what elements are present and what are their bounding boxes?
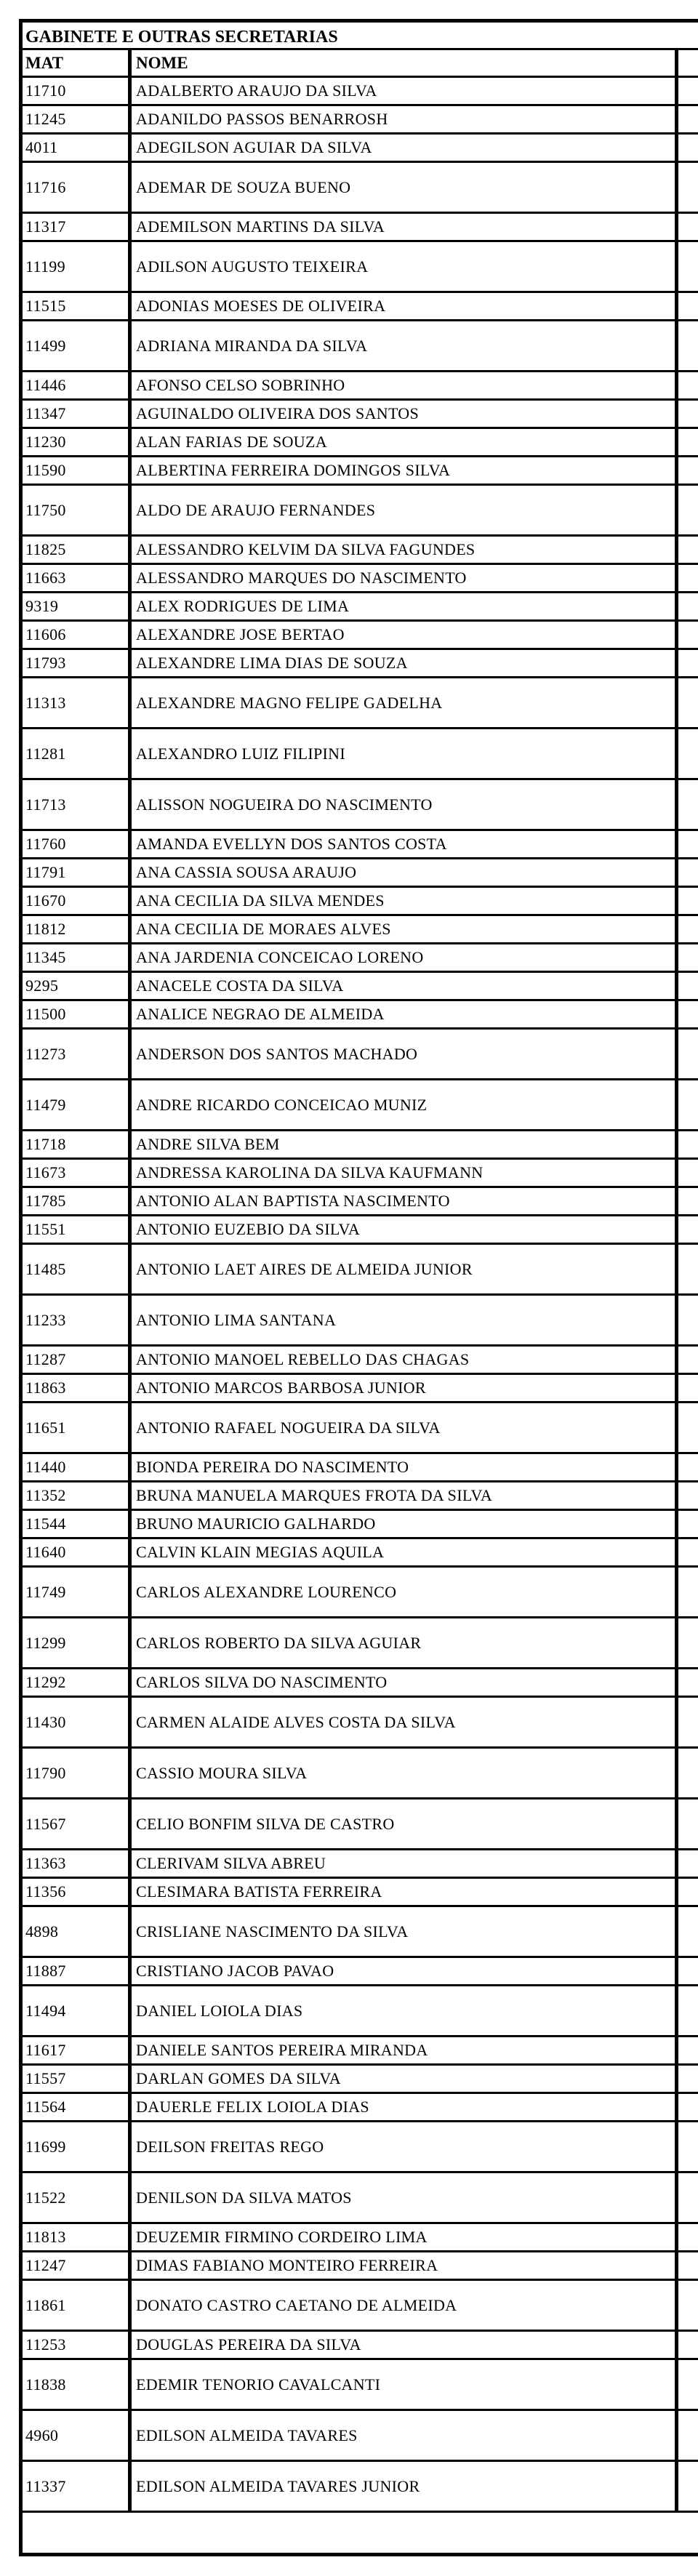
table-row — [23, 1511, 698, 1539]
column-header-cut-off — [678, 50, 698, 76]
cut-off-cell — [678, 163, 698, 212]
mat-cell: 11887 — [23, 1958, 132, 1984]
nome-cell: DONATO CASTRO CAETANO DE ALMEIDA — [132, 2281, 678, 2330]
mat-cell: 11838 — [23, 2360, 132, 2409]
cut-off-cell — [678, 372, 698, 398]
table-row — [23, 2122, 698, 2173]
mat-cell: 11499 — [23, 321, 132, 370]
mat-cell: 11337 — [23, 2462, 132, 2511]
mat-cell: 11606 — [23, 622, 132, 648]
mat-cell: 11663 — [23, 565, 132, 591]
mat-cell: 11292 — [23, 1669, 132, 1696]
table-row — [23, 1188, 698, 1216]
nome-cell: ALEXANDRE MAGNO FELIPE GADELHA — [132, 678, 678, 727]
table-row — [23, 1001, 698, 1030]
cut-off-cell — [678, 2037, 698, 2063]
mat-cell: 11640 — [23, 1539, 132, 1565]
cut-off-cell — [678, 1907, 698, 1956]
cut-off-cell — [678, 1482, 698, 1509]
mat-cell: 11617 — [23, 2037, 132, 2063]
nome-cell: ANTONIO LAET AIRES DE ALMEIDA JUNIOR — [132, 1245, 678, 1293]
table-row — [23, 1749, 698, 1799]
cut-off-cell — [678, 1850, 698, 1877]
table-row — [23, 372, 698, 401]
nome-cell: DANIELE SANTOS PEREIRA MIRANDA — [132, 2037, 678, 2063]
table-row — [23, 537, 698, 565]
cut-off-cell — [678, 1245, 698, 1293]
cut-off-cell — [678, 1698, 698, 1746]
nome-cell: ALEXANDRO LUIZ FILIPINI — [132, 729, 678, 778]
table-row — [23, 859, 698, 888]
table-row — [23, 2224, 698, 2252]
nome-cell: ADEGILSON AGUIAR DA SILVA — [132, 135, 678, 161]
nome-cell: ANACELE COSTA DA SILVA — [132, 973, 678, 999]
nome-cell: CALVIN KLAIN MEGIAS AQUILA — [132, 1539, 678, 1565]
cut-off-cell — [678, 135, 698, 161]
table-row — [23, 401, 698, 429]
table-row — [23, 1539, 698, 1568]
mat-cell: 11363 — [23, 1850, 132, 1877]
cut-off-cell — [678, 401, 698, 427]
nome-cell: DENILSON DA SILVA MATOS — [132, 2173, 678, 2222]
table-row — [23, 831, 698, 859]
table-row — [23, 486, 698, 537]
mat-cell: 11500 — [23, 1001, 132, 1027]
mat-cell: 11710 — [23, 78, 132, 104]
cut-off-cell — [678, 1131, 698, 1157]
nome-cell: EDILSON ALMEIDA TAVARES JUNIOR — [132, 2462, 678, 2511]
mat-cell: 11713 — [23, 780, 132, 829]
cut-off-cell — [678, 565, 698, 591]
table-row — [23, 565, 698, 593]
cut-off-cell — [678, 1749, 698, 1797]
mat-cell: 11716 — [23, 163, 132, 212]
table-row — [23, 242, 698, 293]
mat-cell: 11718 — [23, 1131, 132, 1157]
nome-cell: DAUERLE FELIX LOIOLA DIAS — [132, 2094, 678, 2120]
table-row — [23, 163, 698, 214]
table-row — [23, 2094, 698, 2122]
nome-cell: ALEXANDRE LIMA DIAS DE SOUZA — [132, 650, 678, 676]
mat-cell: 11760 — [23, 831, 132, 857]
cut-off-cell — [678, 622, 698, 648]
table-row — [23, 1958, 698, 1986]
nome-cell: DIMAS FABIANO MONTEIRO FERREIRA — [132, 2252, 678, 2279]
table-row — [23, 650, 698, 678]
table-row — [23, 429, 698, 457]
nome-cell: ADRIANA MIRANDA DA SILVA — [132, 321, 678, 370]
mat-cell: 11861 — [23, 2281, 132, 2330]
mat-cell: 11199 — [23, 242, 132, 291]
cut-off-cell — [678, 457, 698, 483]
mat-cell: 11791 — [23, 859, 132, 886]
mat-cell: 11440 — [23, 1454, 132, 1480]
nome-cell: ANALICE NEGRAO DE ALMEIDA — [132, 1001, 678, 1027]
cut-off-cell — [678, 321, 698, 370]
mat-cell: 11812 — [23, 916, 132, 942]
cut-off-cell — [678, 242, 698, 291]
cut-off-cell — [678, 537, 698, 563]
table-row — [23, 2462, 698, 2513]
table-row — [23, 293, 698, 321]
table-row — [23, 1482, 698, 1511]
nome-cell: ANTONIO EUZEBIO DA SILVA — [132, 1216, 678, 1243]
nome-cell: ADEMAR DE SOUZA BUENO — [132, 163, 678, 212]
cut-off-cell — [678, 2252, 698, 2279]
nome-cell: ANTONIO LIMA SANTANA — [132, 1296, 678, 1344]
mat-cell: 11825 — [23, 537, 132, 563]
mat-cell: 11522 — [23, 2173, 132, 2222]
table-row — [23, 1698, 698, 1749]
nome-cell: EDEMIR TENORIO CAVALCANTI — [132, 2360, 678, 2409]
table-row — [23, 678, 698, 729]
mat-cell: 11793 — [23, 650, 132, 676]
nome-cell: ADONIAS MOESES DE OLIVEIRA — [132, 293, 678, 319]
cut-off-cell — [678, 429, 698, 455]
mat-cell: 11253 — [23, 2332, 132, 2358]
nome-cell: ALDO DE ARAUJO FERNANDES — [132, 486, 678, 534]
mat-cell: 11273 — [23, 1030, 132, 1078]
nome-cell: DANIEL LOIOLA DIAS — [132, 1986, 678, 2035]
table-row — [23, 135, 698, 163]
cut-off-cell — [678, 2360, 698, 2409]
cut-off-cell — [678, 293, 698, 319]
table-row — [23, 2332, 698, 2360]
nome-cell: AGUINALDO OLIVEIRA DOS SANTOS — [132, 401, 678, 427]
mat-cell: 11670 — [23, 888, 132, 914]
nome-cell: CARLOS ALEXANDRE LOURENCO — [132, 1568, 678, 1616]
cut-off-cell — [678, 1296, 698, 1344]
mat-cell: 11673 — [23, 1160, 132, 1186]
table-row — [23, 2252, 698, 2281]
cut-off-cell — [678, 650, 698, 676]
mat-cell: 11446 — [23, 372, 132, 398]
table-row — [23, 106, 698, 135]
table-row — [23, 2037, 698, 2066]
table-row — [23, 1669, 698, 1698]
nome-cell: ALEX RODRIGUES DE LIMA — [132, 593, 678, 619]
cut-off-cell — [678, 1958, 698, 1984]
table-row — [23, 1454, 698, 1482]
mat-cell: 11245 — [23, 106, 132, 132]
mat-cell: 11590 — [23, 457, 132, 483]
nome-cell: AFONSO CELSO SOBRINHO — [132, 372, 678, 398]
cut-off-cell — [678, 2411, 698, 2460]
nome-cell: BRUNO MAURICIO GALHARDO — [132, 1511, 678, 1537]
mat-cell: 11287 — [23, 1347, 132, 1373]
mat-cell: 4898 — [23, 1907, 132, 1956]
mat-cell: 11313 — [23, 678, 132, 727]
nome-cell: ANA CECILIA DE MORAES ALVES — [132, 916, 678, 942]
nome-cell: AMANDA EVELLYN DOS SANTOS COSTA — [132, 831, 678, 857]
nome-cell: BIONDA PEREIRA DO NASCIMENTO — [132, 1454, 678, 1480]
cut-off-cell — [678, 1347, 698, 1373]
mat-cell: 11230 — [23, 429, 132, 455]
table-row — [23, 2281, 698, 2332]
nome-cell: BRUNA MANUELA MARQUES FROTA DA SILVA — [132, 1482, 678, 1509]
table-row — [23, 214, 698, 242]
mat-cell: 11699 — [23, 2122, 132, 2171]
nome-cell: ANA CASSIA SOUSA ARAUJO — [132, 859, 678, 886]
cut-off-cell — [678, 486, 698, 534]
table-row — [23, 888, 698, 916]
nome-cell: CARLOS SILVA DO NASCIMENTO — [132, 1669, 678, 1696]
table-row — [23, 916, 698, 944]
mat-cell: 11750 — [23, 486, 132, 534]
nome-cell: ALESSANDRO KELVIM DA SILVA FAGUNDES — [132, 537, 678, 563]
nome-cell: CLERIVAM SILVA ABREU — [132, 1850, 678, 1877]
cut-off-cell — [678, 2122, 698, 2171]
nome-cell: CARMEN ALAIDE ALVES COSTA DA SILVA — [132, 1698, 678, 1746]
table-row — [23, 780, 698, 831]
cut-off-cell — [678, 78, 698, 104]
nome-cell: DEILSON FREITAS REGO — [132, 2122, 678, 2171]
cut-off-cell — [678, 2173, 698, 2222]
nome-cell: CLESIMARA BATISTA FERREIRA — [132, 1879, 678, 1905]
mat-cell: 11299 — [23, 1618, 132, 1667]
nome-cell: ALAN FARIAS DE SOUZA — [132, 429, 678, 455]
table-row — [23, 1296, 698, 1347]
mat-cell: 11430 — [23, 1698, 132, 1746]
nome-cell: ANTONIO ALAN BAPTISTA NASCIMENTO — [132, 1188, 678, 1214]
mat-cell: 11347 — [23, 401, 132, 427]
table-row — [23, 2066, 698, 2094]
cut-off-cell — [678, 1030, 698, 1078]
cut-off-cell — [678, 1669, 698, 1696]
cut-off-cell — [678, 888, 698, 914]
mat-cell: 11651 — [23, 1403, 132, 1452]
column-header-nome: NOME — [132, 50, 678, 76]
cut-off-cell — [678, 973, 698, 999]
table-row — [23, 1347, 698, 1375]
cut-off-cell — [678, 1375, 698, 1401]
cut-off-cell — [678, 2224, 698, 2250]
table-row — [23, 593, 698, 622]
mat-cell: 11281 — [23, 729, 132, 778]
nome-cell: ALISSON NOGUEIRA DO NASCIMENTO — [132, 780, 678, 829]
cut-off-cell — [678, 1799, 698, 1848]
cut-off-cell — [678, 106, 698, 132]
nome-cell: ANDERSON DOS SANTOS MACHADO — [132, 1030, 678, 1078]
mat-cell: 4011 — [23, 135, 132, 161]
cut-off-cell — [678, 1160, 698, 1186]
mat-cell: 11863 — [23, 1375, 132, 1401]
mat-cell: 11790 — [23, 1749, 132, 1797]
mat-cell: 11544 — [23, 1511, 132, 1537]
table-row — [23, 1245, 698, 1296]
table-row — [23, 1850, 698, 1879]
cut-off-cell — [678, 1986, 698, 2035]
mat-cell: 11352 — [23, 1482, 132, 1509]
cut-off-cell — [678, 593, 698, 619]
mat-cell: 9319 — [23, 593, 132, 619]
nome-cell: ANA JARDENIA CONCEICAO LORENO — [132, 944, 678, 971]
cut-off-cell — [678, 2332, 698, 2358]
nome-cell: ANTONIO MARCOS BARBOSA JUNIOR — [132, 1375, 678, 1401]
table-row — [23, 1160, 698, 1188]
table-row — [23, 1403, 698, 1454]
nome-cell: DOUGLAS PEREIRA DA SILVA — [132, 2332, 678, 2358]
nome-cell: CRISLIANE NASCIMENTO DA SILVA — [132, 1907, 678, 1956]
cut-off-cell — [678, 831, 698, 857]
nome-cell: ANTONIO MANOEL REBELLO DAS CHAGAS — [132, 1347, 678, 1373]
mat-cell: 11785 — [23, 1188, 132, 1214]
cut-off-cell — [678, 678, 698, 727]
mat-cell: 11557 — [23, 2066, 132, 2092]
mat-cell: 11479 — [23, 1080, 132, 1129]
mat-cell: 11494 — [23, 1986, 132, 2035]
cut-off-cell — [678, 1454, 698, 1480]
mat-cell: 11485 — [23, 1245, 132, 1293]
mat-cell: 11564 — [23, 2094, 132, 2120]
table-row — [23, 622, 698, 650]
table-row — [23, 321, 698, 372]
table-row — [23, 944, 698, 973]
mat-cell: 4960 — [23, 2411, 132, 2460]
nome-cell: ANTONIO RAFAEL NOGUEIRA DA SILVA — [132, 1403, 678, 1452]
nome-cell: CASSIO MOURA SILVA — [132, 1749, 678, 1797]
section-title: GABINETE E OUTRAS SECRETARIAS — [23, 23, 698, 50]
cut-off-cell — [678, 1001, 698, 1027]
cut-off-cell — [678, 2066, 698, 2092]
table-row — [23, 1568, 698, 1618]
cut-off-cell — [678, 1403, 698, 1452]
mat-cell: 11551 — [23, 1216, 132, 1243]
cut-off-cell — [678, 1568, 698, 1616]
nome-cell: ADANILDO PASSOS BENARROSH — [132, 106, 678, 132]
mat-cell: 11317 — [23, 214, 132, 240]
nome-cell: DEUZEMIR FIRMINO CORDEIRO LIMA — [132, 2224, 678, 2250]
mat-cell: 9295 — [23, 973, 132, 999]
mat-cell: 11247 — [23, 2252, 132, 2279]
table-row — [23, 1216, 698, 1245]
cut-off-cell — [678, 2281, 698, 2330]
table-row — [23, 1879, 698, 1907]
nome-cell: ALEXANDRE JOSE BERTAO — [132, 622, 678, 648]
cut-off-cell — [678, 2094, 698, 2120]
table-row — [23, 2411, 698, 2462]
nome-cell: EDILSON ALMEIDA TAVARES — [132, 2411, 678, 2460]
cut-off-cell — [678, 780, 698, 829]
table-row — [23, 1618, 698, 1669]
table-body — [23, 78, 698, 2513]
table-row — [23, 2173, 698, 2224]
cut-off-cell — [678, 2462, 698, 2511]
nome-cell: ANA CECILIA DA SILVA MENDES — [132, 888, 678, 914]
mat-cell: 11233 — [23, 1296, 132, 1344]
table-row — [23, 973, 698, 1001]
cut-off-cell — [678, 1216, 698, 1243]
cut-off-cell — [678, 1080, 698, 1129]
nome-cell: ANDRE SILVA BEM — [132, 1131, 678, 1157]
mat-cell: 11567 — [23, 1799, 132, 1848]
table-row — [23, 1131, 698, 1160]
cut-off-cell — [678, 729, 698, 778]
nome-cell: ALESSANDRO MARQUES DO NASCIMENTO — [132, 565, 678, 591]
table-row — [23, 1799, 698, 1850]
nome-cell: ADALBERTO ARAUJO DA SILVA — [132, 78, 678, 104]
cut-off-cell — [678, 214, 698, 240]
nome-cell: CARLOS ROBERTO DA SILVA AGUIAR — [132, 1618, 678, 1667]
mat-cell: 11345 — [23, 944, 132, 971]
nome-cell: CRISTIANO JACOB PAVAO — [132, 1958, 678, 1984]
table-row — [23, 1907, 698, 1958]
cut-off-cell — [678, 944, 698, 971]
cut-off-cell — [678, 859, 698, 886]
nome-cell: DARLAN GOMES DA SILVA — [132, 2066, 678, 2092]
employee-table — [19, 19, 698, 2556]
cut-off-cell — [678, 1188, 698, 1214]
cut-off-cell — [678, 1618, 698, 1667]
mat-cell: 11749 — [23, 1568, 132, 1616]
table-row — [23, 1986, 698, 2037]
table-row — [23, 729, 698, 780]
nome-cell: ANDRESSA KAROLINA DA SILVA KAUFMANN — [132, 1160, 678, 1186]
mat-cell: 11813 — [23, 2224, 132, 2250]
mat-cell: 11356 — [23, 1879, 132, 1905]
table-row — [23, 1375, 698, 1403]
cut-off-cell — [678, 1879, 698, 1905]
nome-cell: CELIO BONFIM SILVA DE CASTRO — [132, 1799, 678, 1848]
table-row — [23, 1080, 698, 1131]
nome-cell: ALBERTINA FERREIRA DOMINGOS SILVA — [132, 457, 678, 483]
cut-off-cell — [678, 916, 698, 942]
cut-off-cell — [678, 1539, 698, 1565]
mat-cell: 11515 — [23, 293, 132, 319]
table-row — [23, 457, 698, 486]
cut-off-cell — [678, 1511, 698, 1537]
nome-cell: ADEMILSON MARTINS DA SILVA — [132, 214, 678, 240]
table-row — [23, 78, 698, 106]
table-row — [23, 1030, 698, 1080]
nome-cell: ADILSON AUGUSTO TEIXEIRA — [132, 242, 678, 291]
table-header — [23, 50, 698, 78]
table-row — [23, 2360, 698, 2411]
column-header-mat: MAT — [23, 50, 132, 76]
nome-cell: ANDRE RICARDO CONCEICAO MUNIZ — [132, 1080, 678, 1129]
